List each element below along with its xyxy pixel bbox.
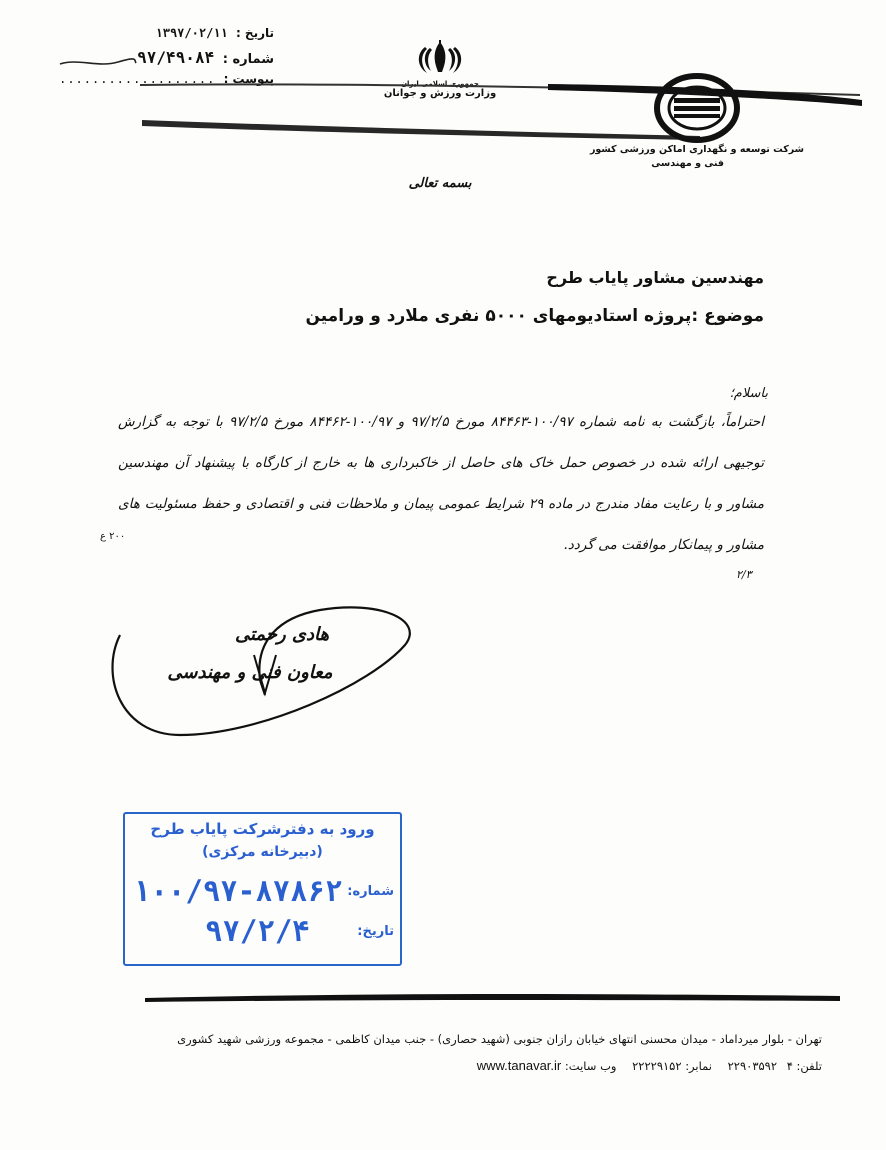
company-logo-icon [652,72,742,144]
website-link[interactable]: www.tanavar.ir [476,1058,562,1073]
footer-contacts [202,1058,822,1073]
body-ref-note: ۲/۳ [736,568,752,581]
signatory-name: هادی رحمتی [234,624,329,645]
date-value: ۱۳۹۷/۰۲/۱۱ [155,26,228,40]
stamp-number-value: ۱۰۰/۹۷-۸۷۸۶۲ [133,874,343,908]
ministry-name: وزارت ورزش و جوانان [383,88,497,99]
stamp-subtitle: (دبیرخانه مرکزی) [202,844,323,860]
phone-value: ۲۲۹۰۳۵۹۲ [727,1059,778,1073]
number-label: شماره : [222,52,274,67]
attachment-label: پیوست : [223,72,274,86]
footer-address: تهران - بلوار میرداماد - میدان محسنی انتهای خیابان رازان جنوبی (شهید حصاری) - جنب میدان کاظمی - مجموعه ورزشی شهید کشوری [177,1032,822,1046]
fax-label: نمابر: [685,1059,712,1073]
stamp-number-label: شماره: [347,884,394,899]
company-name [564,144,804,169]
stamp-date-value: ۹۷/۲/۴ [205,914,310,948]
company-name-line1: شرکت توسعه و نگهداری اماکن ورزشی کشور [589,144,804,155]
body-margin-note: ۲۰۰ ع [100,531,126,542]
header-rule [0,40,886,140]
attachment-value: ................... [59,72,216,86]
receipt-stamp [123,812,402,966]
subject: موضوع :پروژه استادیومهای ۵۰۰۰ نفری ملارد و ورامین [305,306,764,326]
stamp-date-label: تاریخ: [357,924,394,939]
company-name-line2: فنی و مهندسی [651,158,724,169]
recipient: مهندسین مشاور پایاب طرح [546,268,764,287]
date-label: تاریخ : [235,26,274,40]
emblem-country: جمهوری اسلامی ایران [401,80,479,88]
stamp-date-row [129,914,394,948]
invocation: بسمه تعالی [408,176,472,191]
stamp-title: ورود به دفترشرکت پایاب طرح [150,820,375,838]
letter-body: احتراماً، بازگشت به نامه شماره ۱۰۰/۹۷-۸۴۴۶۳ مورخ ۹۷/۲/۵ و ۱۰۰/۹۷-۸۴۴۶۲ مورخ ۹۷/۲/۵ با توجه به گزارش توجیهی ارائه شده در خصوص حمل خاک های حاصل از خاکبرداری ها به خارج از کارگاه با پیشنهاد آن مهندسین مشاور و با رعایت مفاد مندرج در ماده ۲۹ شرایط عمومی پیمان و ملاحظات فنی و اقتصادی و حفظ مسئولیت های مشاور و پیمانکار موافقت می گردد. [118,414,765,553]
number-value: ۹۷/۴۹۰۸۴ [137,48,215,67]
fax-value: ۲۲۲۲۹۱۵۲ [632,1059,682,1073]
website-label: وب سایت: [564,1059,617,1073]
phone-label: تلفن: ۴ [786,1059,822,1073]
stamp-number-row [129,874,394,908]
footer-rule [0,990,886,1010]
greeting: باسلام؛ [729,386,768,401]
signatory-title: معاون فنی و مهندسی [167,662,333,683]
